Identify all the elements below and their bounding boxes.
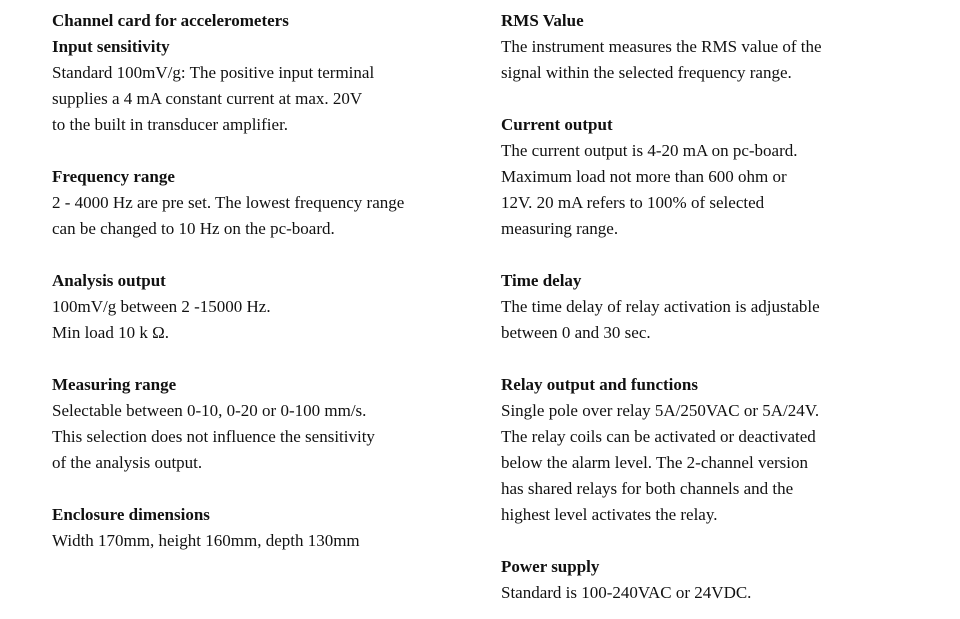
section-time-delay [501, 268, 941, 346]
body-line: The time delay of relay activation is adjustable [501, 297, 820, 316]
section-heading: Power supply [501, 557, 600, 576]
document-title: Channel card for accelerometers [52, 11, 289, 30]
section-heading: Current output [501, 115, 613, 134]
section-heading: Relay output and functions [501, 375, 698, 394]
section-input-sensitivity [52, 8, 472, 138]
section-heading: Measuring range [52, 375, 177, 394]
body-line: below the alarm level. The 2-channel version [501, 453, 808, 472]
right-column [501, 8, 941, 606]
section-analysis-output [52, 268, 472, 346]
body-line: highest level activates the relay. [501, 505, 718, 524]
left-column [52, 8, 472, 554]
section-enclosure-dimensions [52, 502, 472, 554]
body-line: The relay coils can be activated or deactivated [501, 427, 816, 446]
section-heading: Time delay [501, 271, 582, 290]
section-heading: Frequency range [52, 167, 175, 186]
body-line: can be changed to 10 Hz on the pc-board. [52, 219, 335, 238]
body-line: 2 - 4000 Hz are pre set. The lowest frequency range [52, 193, 405, 212]
body-line: Single pole over relay 5A/250VAC or 5A/24V. [501, 401, 820, 420]
body-line: The current output is 4-20 mA on pc-board. [501, 141, 798, 160]
section-frequency-range [52, 164, 472, 242]
body-line: signal within the selected frequency range. [501, 63, 792, 82]
body-line: The instrument measures the RMS value of the [501, 37, 822, 56]
body-line: measuring range. [501, 219, 619, 238]
section-power-supply [501, 554, 941, 606]
section-heading: Enclosure dimensions [52, 505, 210, 524]
section-rms-value [501, 8, 941, 86]
body-line: 100mV/g between 2 -15000 Hz. [52, 297, 271, 316]
body-line: Standard 100mV/g: The positive input terminal [52, 63, 375, 82]
section-heading: RMS Value [501, 11, 584, 30]
body-line: between 0 and 30 sec. [501, 323, 651, 342]
section-current-output [501, 112, 941, 242]
body-line: Selectable between 0-10, 0-20 or 0-100 mm/s. [52, 401, 367, 420]
body-line: Min load 10 k Ω. [52, 323, 169, 342]
body-line: Width 170mm, height 160mm, depth 130mm [52, 531, 360, 550]
section-measuring-range [52, 372, 472, 476]
body-line: This selection does not influence the sensitivity [52, 427, 375, 446]
body-line: Standard is 100-240VAC or 24VDC. [501, 583, 752, 602]
body-line: supplies a 4 mA constant current at max. 20V [52, 89, 363, 108]
body-line: Maximum load not more than 600 ohm or [501, 167, 787, 186]
body-line: to the built in transducer amplifier. [52, 115, 289, 134]
body-line: 12V. 20 mA refers to 100% of selected [501, 193, 765, 212]
body-line: of the analysis output. [52, 453, 203, 472]
section-heading: Analysis output [52, 271, 166, 290]
body-line: has shared relays for both channels and the [501, 479, 794, 498]
section-relay-output [501, 372, 941, 528]
section-heading: Input sensitivity [52, 37, 170, 56]
